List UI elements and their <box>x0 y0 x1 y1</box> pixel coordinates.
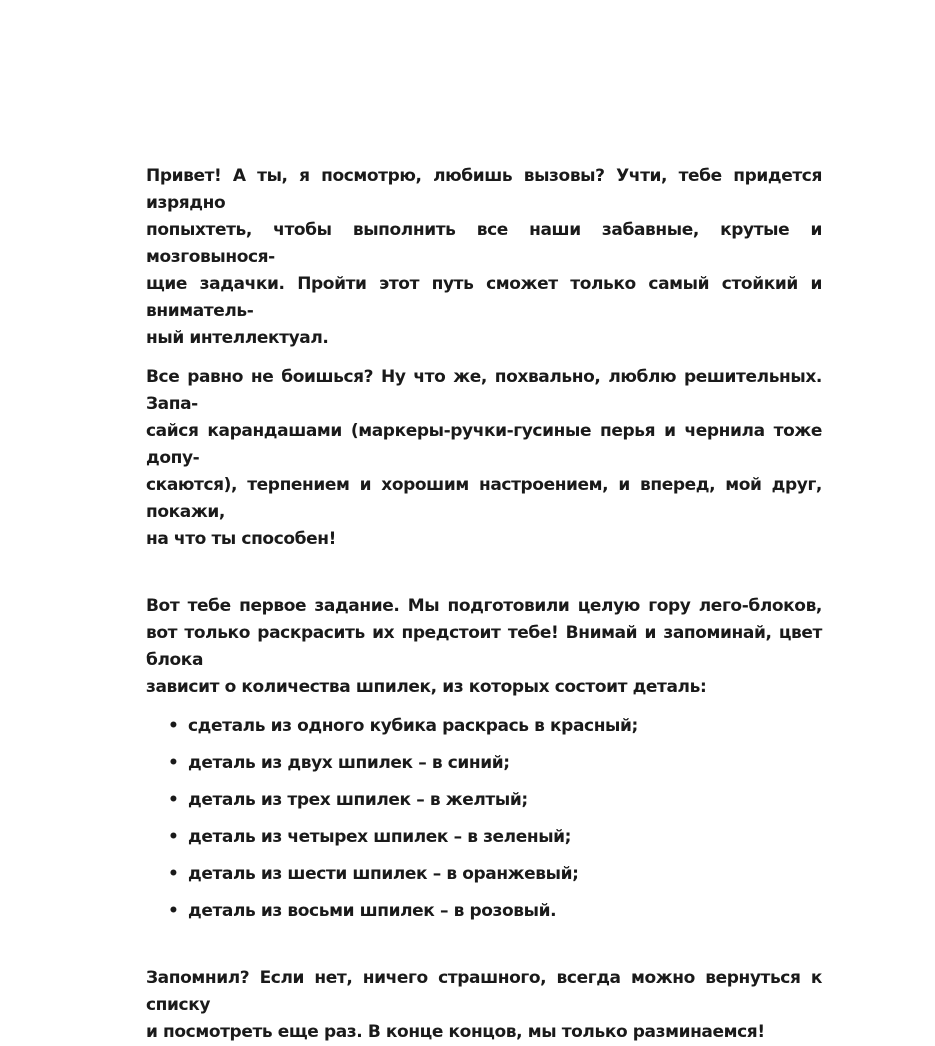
challenge-line: на что ты способен! <box>146 529 336 549</box>
outro-line: Запомнил? Если нет, ничего страшного, всегда можно вернуться к списку <box>146 968 822 1015</box>
page-content <box>146 163 822 1046</box>
bullet-icon: • <box>168 864 179 884</box>
bullet-icon: • <box>168 827 179 847</box>
list-item-text: деталь из шести шпилек – в оранжевый; <box>188 864 579 884</box>
outro-line: и посмотреть еще раз. В конце концов, мы только разминаемся! <box>146 1022 765 1042</box>
list-item <box>168 861 822 888</box>
intro-line: щие задачки. Пройти этот путь сможет только самый стойкий и вниматель- <box>146 274 822 321</box>
list-item-text: деталь из четырех шпилек – в зеленый; <box>188 827 572 847</box>
list-item <box>168 713 822 740</box>
task-line: Вот тебе первое задание. Мы подготовили целую гору лего-блоков, <box>146 596 822 616</box>
outro-paragraph <box>146 965 822 1046</box>
list-item-text: сдеталь из одного кубика раскрась в красный; <box>188 716 638 736</box>
challenge-line: Все равно не боишься? Ну что же, похвально, люблю решительных. Запа- <box>146 367 822 414</box>
challenge-paragraph <box>146 364 822 553</box>
intro-paragraph <box>146 163 822 352</box>
task-line: вот только раскрасить их предстоит тебе! Внимай и запоминай, цвет блока <box>146 623 822 670</box>
bullet-icon: • <box>168 753 179 773</box>
challenge-line: скаются), терпением и хорошим настроением, и вперед, мой друг, покажи, <box>146 475 822 522</box>
bullet-icon: • <box>168 790 179 810</box>
list-item <box>168 824 822 851</box>
list-item <box>168 750 822 777</box>
intro-line: ный интеллектуал. <box>146 328 329 348</box>
color-rules-list <box>146 713 822 925</box>
bullet-icon: • <box>168 716 179 736</box>
intro-line: попыхтеть, чтобы выполнить все наши забавные, крутые и мозговынося- <box>146 220 822 267</box>
task-paragraph <box>146 593 822 701</box>
list-item-text: деталь из двух шпилек – в синий; <box>188 753 510 773</box>
intro-line: Привет! А ты, я посмотрю, любишь вызовы? Учти, тебе придется изрядно <box>146 166 822 213</box>
bullet-icon: • <box>168 901 179 921</box>
list-item <box>168 787 822 814</box>
list-item <box>168 898 822 925</box>
list-item-text: деталь из трех шпилек – в желтый; <box>188 790 528 810</box>
list-item-text: деталь из восьми шпилек – в розовый. <box>188 901 557 921</box>
task-line: зависит о количества шпилек, из которых состоит деталь: <box>146 677 707 697</box>
challenge-line: сайся карандашами (маркеры-ручки-гусиные перья и чернила тоже допу- <box>146 421 822 468</box>
